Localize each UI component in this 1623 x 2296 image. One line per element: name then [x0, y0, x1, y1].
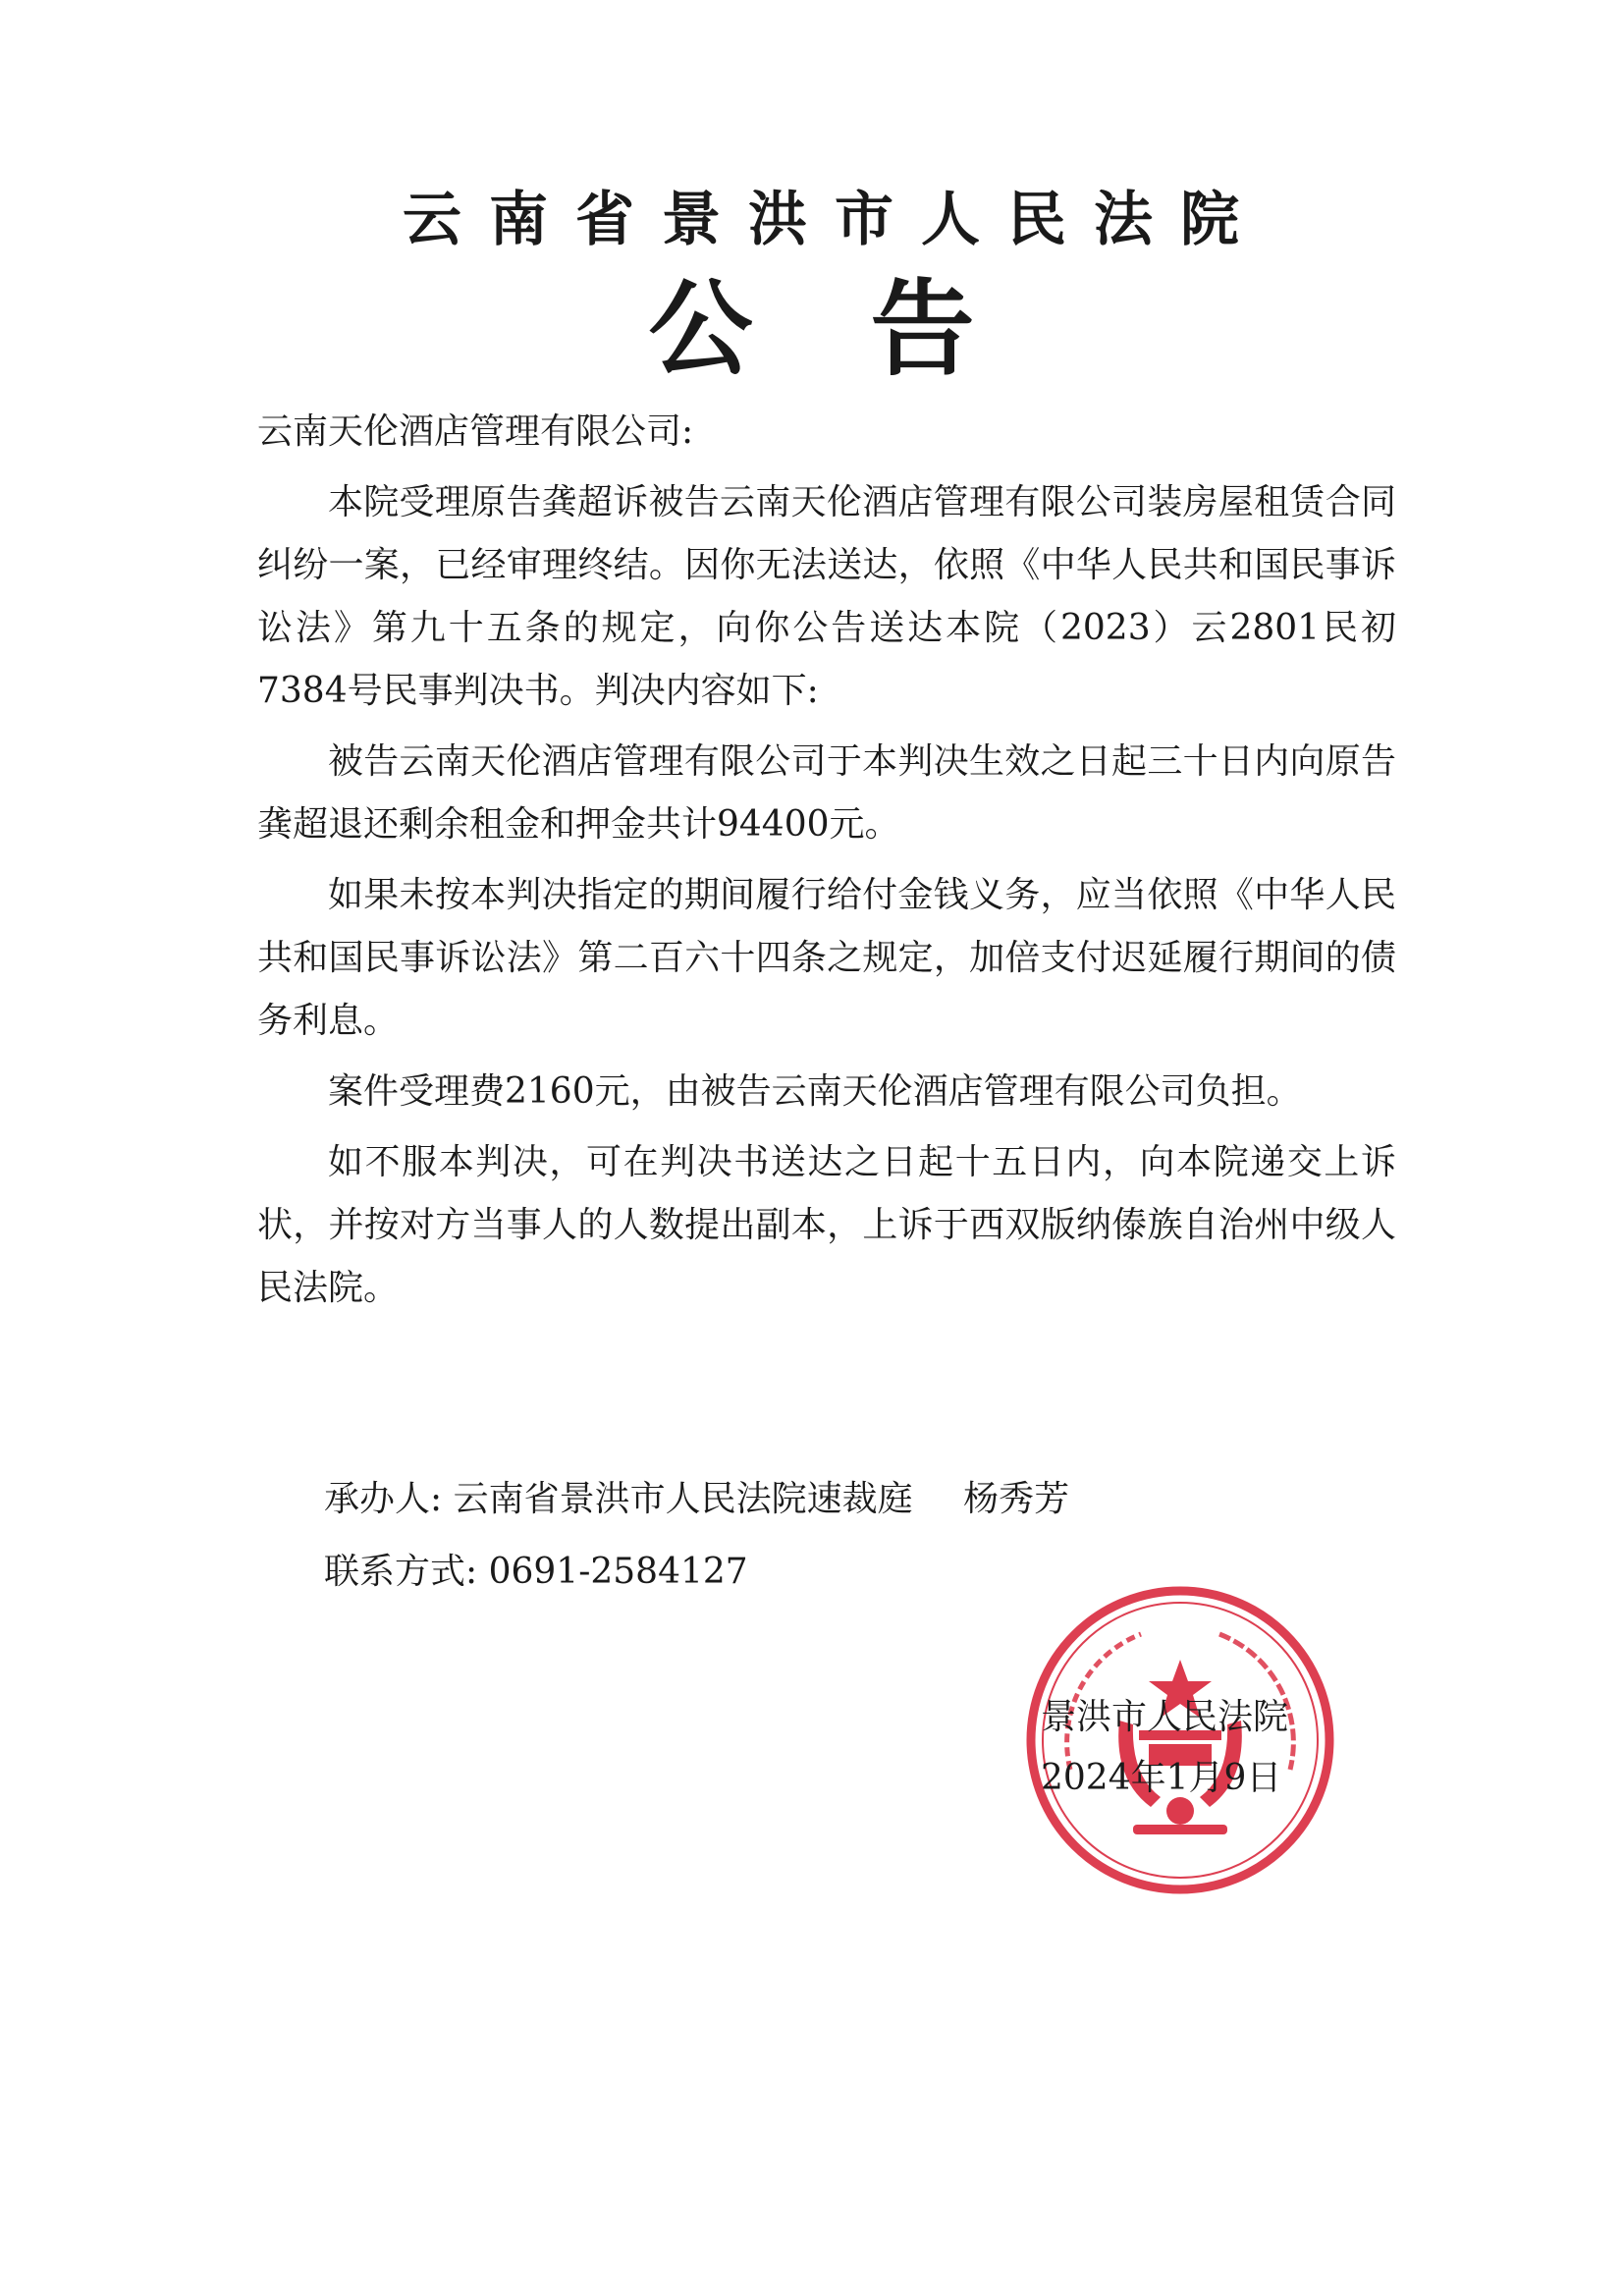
handler-org: 云南省景洪市人民法院速裁庭: [453, 1479, 913, 1519]
handler-row: [324, 1463, 1069, 1536]
phone-row: [324, 1536, 1069, 1609]
contact-block: [324, 1463, 1069, 1609]
phone-number: 0691-2584127: [488, 1552, 748, 1592]
paragraph-judgment: 被告云南天伦酒店管理有限公司于本判决生效之日起三十日内向原告龚超退还剩余租金和押金共计94400元。: [257, 741, 1396, 845]
paragraph-appeal: 如不服本判决，可在判决书送达之日起十五日内，向本院递交上诉状，并按对方当事人的人数提出副本，上诉于西双版纳傣族自治州中级人民法院。: [257, 1142, 1396, 1308]
paragraph-late-payment: 如果未按本判决指定的期间履行给付金钱义务，应当依照《中华人民共和国民事诉讼法》第二百六十四条之规定，加倍支付迟延履行期间的债务利息。: [257, 875, 1396, 1041]
signature-date: 2024年1月9日: [1041, 1758, 1282, 1798]
notice-body: [257, 401, 1396, 1328]
court-name-heading: 云南省景洪市人民法院: [403, 186, 1267, 254]
paragraph-case-summary: 本院受理原告龚超诉被告云南天伦酒店管理有限公司装房屋租赁合同纠纷一案，已经审理终结。因你无法送达，依照《中华人民共和国民事诉讼法》第九十五条的规定，向你公告送达本院（2023）云2801民初7384号民事判决书。判决内容如下:: [257, 482, 1396, 711]
phone-label: 联系方式:: [324, 1552, 478, 1592]
signature-block: [1041, 1687, 1288, 1809]
handler-name: 杨秀芳: [963, 1479, 1070, 1519]
paragraph-court-fee: 案件受理费2160元，由被告云南天伦酒店管理有限公司负担。: [328, 1071, 1302, 1112]
handler-label: 承办人:: [324, 1479, 443, 1519]
salutation: 云南天伦酒店管理有限公司:: [257, 411, 694, 452]
document-title: 公告: [648, 269, 1093, 390]
signature-court: 景洪市人民法院: [1041, 1697, 1289, 1737]
